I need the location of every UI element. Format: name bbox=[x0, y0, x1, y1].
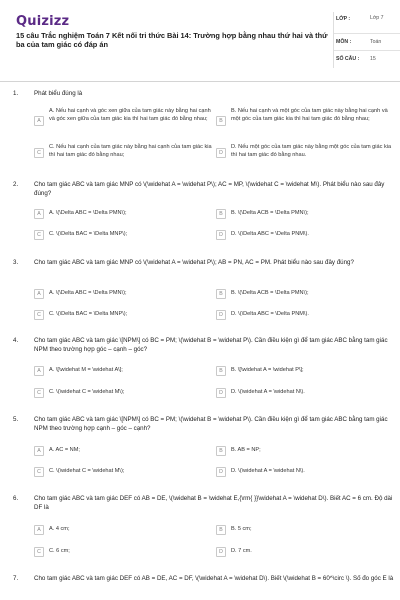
option-text: C. Nếu hai cạnh của tam giác này bằng hai cạnh của tam giác kia thì hai tam giác đó bằng nhau; bbox=[49, 144, 212, 158]
option-letter: A bbox=[34, 209, 44, 219]
option-text: D. \(\Delta ABC = \Delta PNM\). bbox=[231, 311, 309, 317]
question-number: 6. bbox=[13, 495, 19, 502]
option-letter: A bbox=[34, 366, 44, 376]
question-text: Cho tam giác ABC và tam giác \[NPM\] có BC = PM; \(\widehat B = \widehat P\). Cần điều kiện gì để tam giác ABC bằng tam giác NPM theo trường hợp góc – cạnh – góc? bbox=[34, 337, 388, 353]
worksheet-header bbox=[0, 0, 400, 80]
option-letter: B bbox=[216, 446, 226, 456]
page-title: 15 câu Trắc nghiệm Toán 7 Kết nối tri thức Bài 14: Trường hợp bằng nhau thứ hai và thứ ba của tam giác có đáp án bbox=[16, 31, 328, 50]
header-divider-line bbox=[0, 81, 400, 82]
option-text: D. Nếu một góc của tam giác này bằng một góc của tam giác kia thì hai tam giác đó bằng nhau. bbox=[231, 144, 392, 158]
option-letter: A bbox=[34, 289, 44, 299]
option-text: A. Nếu hai cạnh và góc xen giữa của tam giác này bằng hai cạnh và góc xen giữa của tam giác kia thì hai tam giác đó bằng nhau; bbox=[49, 108, 211, 122]
question-5 bbox=[0, 416, 400, 486]
option-letter: C bbox=[34, 148, 44, 158]
option-text: A. AC = NM; bbox=[49, 447, 80, 453]
question-text: Cho tam giác ABC và tam giác MNP có \(\widehat A = \widehat P\); AC = MP, \(\widehat C = \widehat M\). Phát biểu nào sau đây đúng? bbox=[34, 181, 385, 197]
meta-mon bbox=[334, 34, 400, 51]
lop-value: Lớp 7 bbox=[370, 15, 384, 21]
question-number: 3. bbox=[13, 259, 19, 266]
socau-value: 15 bbox=[370, 56, 376, 62]
option-letter: D bbox=[216, 467, 226, 477]
option-letter: C bbox=[34, 388, 44, 398]
option-letter: C bbox=[34, 310, 44, 320]
question-number: 5. bbox=[13, 416, 19, 423]
option-letter: B bbox=[216, 366, 226, 376]
meta-lop bbox=[334, 12, 400, 34]
mon-label: MÔN : bbox=[336, 39, 352, 45]
question-text: Cho tam giác ABC và tam giác \[NPM\] có BC = PM; \(\widehat B = \widehat P\). Cần điều kiện gì để tam giác ABC bằng tam giác NPM theo trường hợp cạnh – góc – cạnh? bbox=[34, 416, 388, 432]
option-text: B. \[\widehat A = \widehat P\]; bbox=[231, 367, 304, 373]
question-text: Cho tam giác ABC và tam giác DEF có AB = DE, AC = DF, \(\widehat A = \widehat D\). Biết \(\widehat B = 60^\circ \). Số đo góc E là bbox=[34, 575, 394, 582]
question-3 bbox=[0, 259, 400, 329]
quizizz-logo[interactable]: Quizizz bbox=[16, 14, 70, 29]
question-7 bbox=[0, 575, 400, 600]
option-text: B. \(\Delta ACB = \Delta PMN\); bbox=[231, 210, 309, 216]
mon-value: Toán bbox=[370, 39, 382, 45]
option-text: A. 4 cm; bbox=[49, 526, 70, 532]
option-text: B. AB = NP; bbox=[231, 447, 261, 453]
question-6 bbox=[0, 495, 400, 565]
option-letter: A bbox=[34, 116, 44, 126]
option-text: A. \[\widehat M = \widehat A\]; bbox=[49, 367, 123, 373]
option-text: B. 5 cm; bbox=[231, 526, 252, 532]
question-text: Cho tam giác ABC và tam giác DEF có AB = DE, \(\widehat B = \widehat E,{\rm{ }}\widehat A = \widehat D\). Biết AC = 6 cm. Độ dài DF là bbox=[34, 495, 393, 511]
option-text: A. \(\Delta ABC = \Delta PMN\); bbox=[49, 290, 127, 296]
option-text: D. \(\Delta ABC = \Delta PNM\). bbox=[231, 231, 309, 237]
option-text: B. \(\Delta ACB = \Delta PMN\); bbox=[231, 290, 309, 296]
option-text: C. \(\widehat C = \widehat M\); bbox=[49, 468, 125, 474]
option-letter: D bbox=[216, 547, 226, 557]
lop-label: LỚP : bbox=[336, 16, 351, 22]
socau-label: SỐ CÂU : bbox=[336, 56, 360, 62]
question-number: 1. bbox=[13, 90, 19, 97]
option-letter: A bbox=[34, 446, 44, 456]
option-letter: D bbox=[216, 310, 226, 320]
option-letter: D bbox=[216, 388, 226, 398]
question-number: 2. bbox=[13, 181, 19, 188]
question-number: 7. bbox=[13, 575, 19, 582]
option-letter: D bbox=[216, 148, 226, 158]
option-letter: C bbox=[34, 230, 44, 240]
question-1 bbox=[0, 90, 400, 170]
option-text: B. Nếu hai cạnh và một góc của tam giác này bằng hai cạnh và một góc của tam giác kia thì hai tam giác đó bằng nhau; bbox=[231, 108, 388, 122]
option-text: A. \(\Delta ABC = \Delta PMN\); bbox=[49, 210, 127, 216]
option-letter: C bbox=[34, 467, 44, 477]
question-text: Cho tam giác ABC và tam giác MNP có \(\widehat A = \widehat P\); AB = PN, AC = PM. Phát biểu nào sau đây đúng? bbox=[34, 259, 354, 266]
option-letter: B bbox=[216, 116, 226, 126]
option-letter: A bbox=[34, 525, 44, 535]
option-text: D. 7 cm. bbox=[231, 548, 252, 554]
option-text: C. 6 cm; bbox=[49, 548, 70, 554]
option-text: D. \(\widehat A = \widehat N\). bbox=[231, 468, 305, 474]
question-2 bbox=[0, 181, 400, 251]
question-number: 4. bbox=[13, 337, 19, 344]
option-text: D. \(\widehat A = \widehat N\). bbox=[231, 389, 305, 395]
option-letter: D bbox=[216, 230, 226, 240]
option-text: C. \(\widehat C = \widehat M\); bbox=[49, 389, 125, 395]
option-text: C. \(\Delta BAC = \Delta MNP\); bbox=[49, 231, 128, 237]
meta-socau bbox=[334, 51, 400, 68]
question-text: Phát biểu đúng là bbox=[34, 90, 83, 97]
option-letter: B bbox=[216, 209, 226, 219]
option-letter: B bbox=[216, 289, 226, 299]
option-text: C. \(\Delta BAC = \Delta MNP\); bbox=[49, 311, 128, 317]
question-4 bbox=[0, 337, 400, 407]
option-letter: C bbox=[34, 547, 44, 557]
option-letter: B bbox=[216, 525, 226, 535]
